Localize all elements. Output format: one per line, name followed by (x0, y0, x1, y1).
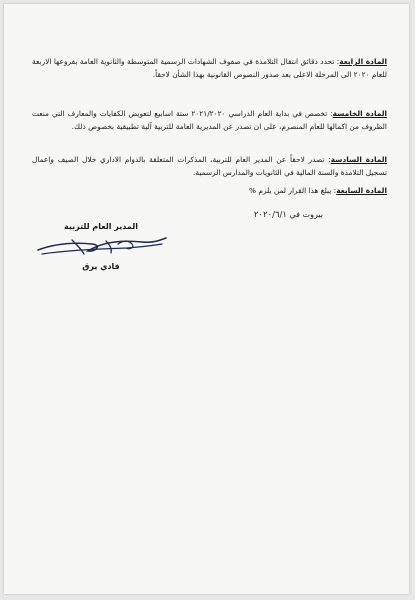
article-heading: المادة الرابعة (339, 57, 387, 66)
article-text: : يبلغ هذا القرار لمن يلزم % (249, 186, 337, 195)
date-value: ٢٠٢٠/٦/١ (253, 210, 287, 220)
signatory-title: المدير العام للتربية (63, 222, 139, 231)
article-seventh (32, 185, 387, 198)
article-heading: المادة السادسة (330, 155, 387, 164)
article-fourth (32, 56, 387, 81)
signatory-name: فادي يرق (82, 262, 120, 271)
handwritten-signature (32, 232, 172, 262)
document-page (4, 4, 409, 594)
article-text: : تخصص في بداية العام الدراسي ٢٠٢١/٢٠٢٠ ستة اسابيع لتعويض الكفايات والمعارف التي منعت الظروف من اكمالها للعام المنصرم، على ان تصدر عن المديرية العامة للتربية آلية تطبيقية بخصوص ذلك. (32, 109, 387, 131)
article-fifth (32, 108, 387, 133)
date-place: بيروت في (289, 210, 323, 219)
article-heading: المادة السابعة (336, 186, 387, 195)
article-text: : تصدر لاحقاً عن المدير العام للتربية، المذكرات المتعلقة بالدوام الاداري خلال الصيف واعمال تسجيل التلامذة والسنة المالية في الثانويات والمدارس الرسمية. (32, 155, 387, 177)
date-line (254, 210, 323, 220)
article-sixth (32, 154, 387, 179)
article-heading: المادة الخامسة (332, 109, 388, 118)
article-text: : تحدد دقائق انتقال التلامذة في صفوف الشهادات الرسمية المتوسطة والثانوية العامة بفروعها الاربعة للعام ٢٠٢٠ الى المرحلة الاعلى بعد صدور النصوص القانونية بهذا الشأن لاحقاً. (32, 57, 387, 79)
decree-body (4, 4, 409, 594)
